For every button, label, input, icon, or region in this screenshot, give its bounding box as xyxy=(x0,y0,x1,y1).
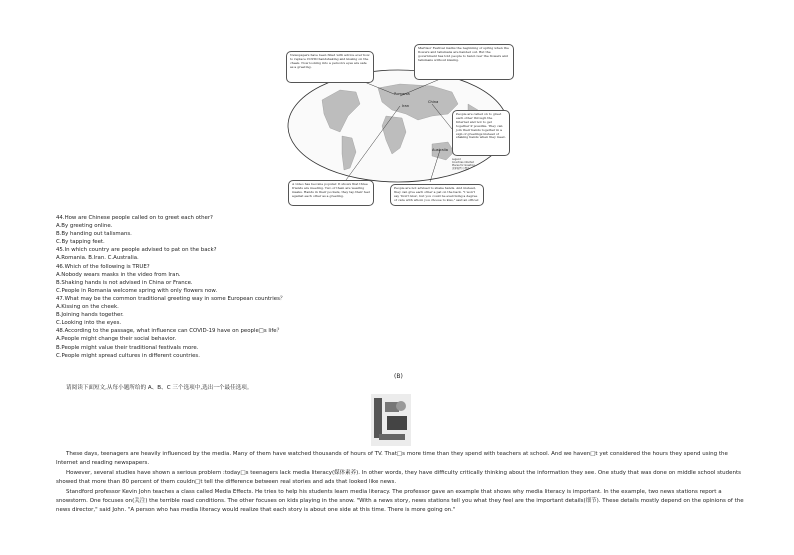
option-47c: C.Looking into the eyes. xyxy=(56,320,122,327)
media-illustration xyxy=(371,394,411,446)
option-47a: A.Kissing on the cheek. xyxy=(56,304,119,311)
map-legend: Legend Countries infected Places for Greeting 世界地图 审图号 xyxy=(452,158,475,170)
option-44a: A.By greeting online. xyxy=(56,223,113,230)
reading-passage xyxy=(56,450,744,516)
passage-paragraph-1: These days, teenagers are heavily influenced by the media. Many of them have watched thousands of hours of TV. That□s more time than they spend with teachers at school. And we haven□t yet considered the hours they spend using the Internet and reading newspapers. xyxy=(56,451,728,467)
callout-bottom-left: A video has become popular. It shows that three friends are meeting. Two of them are wearing masks. Hands in their pockets, they tap their feet against each other as a greeting. xyxy=(288,180,374,206)
callout-right: People are called on to greet each other through the Internet and not to get together if possible. They can join their hands together in a sign of greetings instead of shaking hands when they meet. xyxy=(452,110,510,156)
callout-top-right: Martisor Festival marks the beginning of spring when the flowers and talismans are handed out. But the government has told people to hand over the flowers and talismans without kissing. xyxy=(414,44,514,80)
section-label: (B) xyxy=(394,373,403,380)
options-45: A.Romania. B.Iran. C.Australia. xyxy=(56,255,139,262)
question-list xyxy=(56,214,496,360)
passage-paragraph-3: Standford professor Kevin John teaches a class called Media Effects. He tries to help his students learn media literacy. The professor gave an example that shows why media literacy is important. In the example, two news stations report a snowstorm. One focuses on(关注) the terrible road conditions. The other focuses on kids playing in the snow. "With a news story, news stations tell you what they feel are the important details(细节). These details mostly depend on the opinions of the news director," said John. "A person who has media literacy would realize that each story is about one side at this time. There is more going on." xyxy=(56,488,744,514)
label-iran: Iran xyxy=(402,104,410,108)
passage-paragraph-2: However, several studies have shown a serious problem :today□s teenagers lack media literacy(媒体素养). In other words, they have difficulty critically thinking about the information they see. One study that was done on middle school students showed that more than 80 percent of them couldn□t tell the difference between real stories and ads that looked like news. xyxy=(56,469,742,486)
label-australia: Australia xyxy=(432,148,448,152)
option-46c: C.People in Romania welcome spring with only flowers now. xyxy=(56,287,218,294)
option-48b: B.People might value their traditional festivals more. xyxy=(56,344,199,351)
question-46: 46.Which of the following is TRUE? xyxy=(56,263,150,270)
callout-bottom-right: People are not advised to shake hands. And instead, they can give each other a pat on the back. "I won't say 'Don't kiss', but you could be exercising a degree of care with whom you choose to kiss," said an officer. xyxy=(390,184,484,206)
question-45: 45.In which country are people advised to pat on the back? xyxy=(56,247,217,254)
callout-top-left: Newspapers have been filled with advice ever how to replace COVID handshaking and kissing on the cheek. Now looking into a person's eyes are safe as a greeting. xyxy=(286,51,374,83)
option-48a: A.People might change their social behavior. xyxy=(56,336,177,343)
question-44: 44.How are Chinese people called on to greet each other? xyxy=(56,215,213,221)
question-47: 47.What may be the common traditional greeting way in some European countries？ xyxy=(56,295,286,302)
option-44c: C.By tapping feet. xyxy=(56,239,105,246)
option-46a: A.Nobody wears masks in the video from Iran. xyxy=(56,271,181,278)
label-china: China xyxy=(428,100,439,104)
world-map-figure xyxy=(282,44,514,202)
option-47b: B.Joining hands together. xyxy=(56,312,124,319)
option-46b: B.Shaking hands is not advised in China or France. xyxy=(56,279,193,286)
label-romania: Romania xyxy=(394,92,410,96)
option-44b: B.By handing out talismans. xyxy=(56,231,132,238)
instruction-text: 请阅读下面短文,从每小题所给的 A、B、C 三个选项中,选出一个最佳选项。 xyxy=(66,385,253,391)
question-48: 48.According to the passage, what influence can COVID-19 have on people□s life？ xyxy=(56,328,283,335)
option-48c: C.People might spread cultures in different countries. xyxy=(56,352,200,359)
